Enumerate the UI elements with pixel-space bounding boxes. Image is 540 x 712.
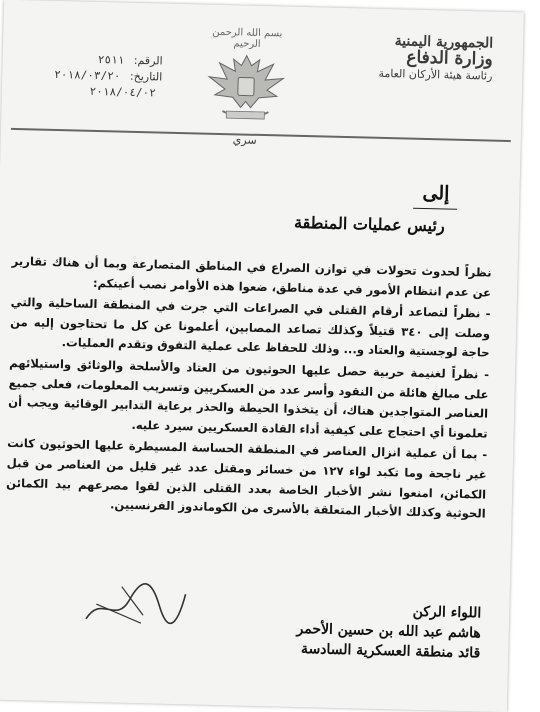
basmala: بسم الله الرحمن الرحيم xyxy=(212,26,283,50)
classification-label: سري xyxy=(232,133,257,147)
paragraph-casualties: - نظراً لتصاعد أرقام القتلى في الصراعات التي جرت في المنطقة الساحلية والتي وصلت إلى ٣٤٠ قتيلاً وكذلك تصاعد المصابين، أعلمونا عن كل ما تحتاجون إليه من حاجة لوجستية والعتاد و... وذلك للحفاظ على عملية التفوق وتقدم العمليات. xyxy=(10,295,491,360)
date-label: التاريخ: xyxy=(129,69,163,84)
reference-row xyxy=(12,82,162,102)
paragraph-landing: - بما أن عملية انزال العناصر في المنطقة الحساسة المسيطرة عليها الحوثيون كانت غير ناجحة وما تكبد لواء ١٢٧ من خسائر ومقتل عدد غير قليل من العناصر من قبل الكمائن، امنعوا نشر الأخبار الخاصة بعدد القتلى الذين لقوا مصرعهم بيد الكمائن الحوثية وكذلك الأخبار المتعلقة بالأسرى من الكوماندوز الفرنسيين. xyxy=(6,436,488,521)
staff-name: رئاسة هيئة الأركان العامة xyxy=(378,66,493,83)
ministry-name: وزارة الدفاع xyxy=(406,47,494,70)
signatory-rank: اللواء الركن xyxy=(412,603,482,622)
signatory-title: قائد منطقة العسكرية السادسة xyxy=(300,641,481,662)
eagle-emblem-icon xyxy=(202,49,290,129)
signatory-name: هاشم عبد الله بن حسين الأحمر xyxy=(296,620,481,642)
emblem-block xyxy=(195,26,298,148)
paragraph-spoils: - نظراً لغنيمة حربية حصل عليها الحوثيون من العتاد والأسلحة والوثائق واستيلائهم على مبالغ هائلة من النقود وأسر عدد من العسكريين وتسريب المعلومات، فعلى جميع العناصر المتواجدين هناك، أن يتخذوا الحيطة والحذر برعاية التدابير الوقائية ويجب أن تعلمونا أي احتجاج على كيفية أداء القادة العسكريين سيرد عليه. xyxy=(8,355,490,441)
to-underline xyxy=(413,208,457,210)
signature-block xyxy=(296,599,482,663)
number-value: ٢٥١١ xyxy=(97,52,125,67)
letterhead xyxy=(342,32,493,83)
number-label: الرقم: xyxy=(133,53,163,68)
handwritten-signature-icon xyxy=(81,574,192,637)
paragraph-intro: نظراً لحدوث تحولات في توازن الصراع في المناطق المتصارعة وبما أن هناك تقارير عن عدم انتظام الأمور في عدة مناطق، ضعوا هذه الأوامر نصب أعينكم: xyxy=(11,253,492,300)
recipient: رئيس عمليات المنطقة xyxy=(293,212,445,236)
republic-name: الجمهورية اليمنية xyxy=(394,33,494,52)
date-value: ٢٠١٨/٠٣/٢٠ xyxy=(54,67,121,83)
reference-block xyxy=(12,50,163,102)
to-label: إلى xyxy=(422,181,450,205)
reference-value: ٢٠١٨/٠٤/٠٢ xyxy=(89,84,157,100)
letter-body xyxy=(5,252,491,526)
